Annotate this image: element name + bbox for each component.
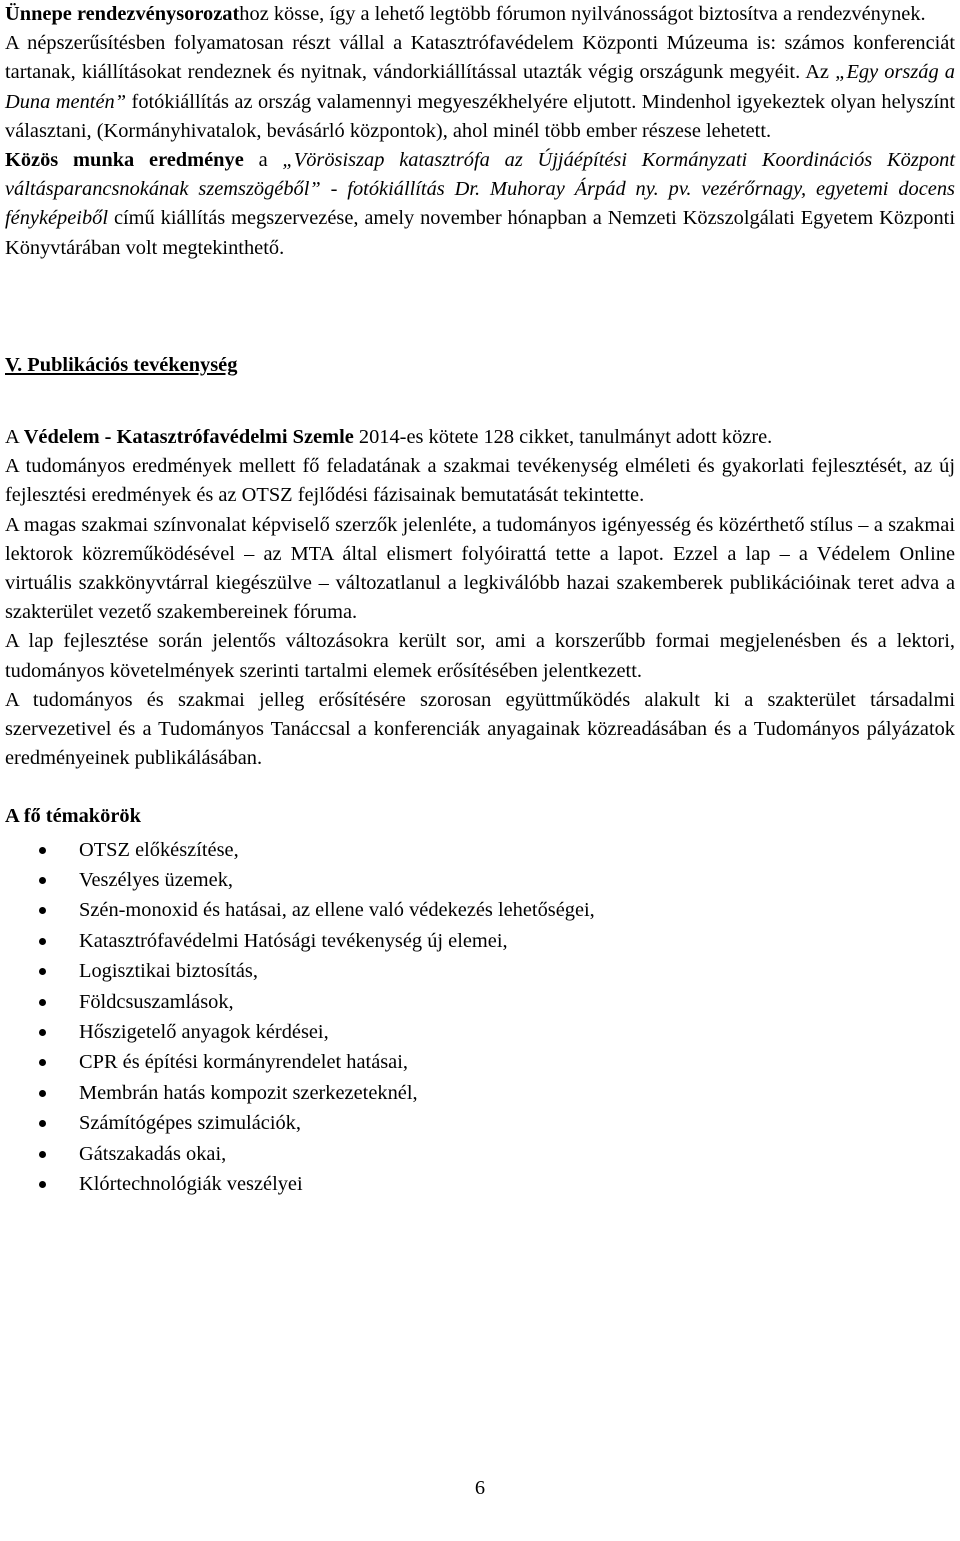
paragraph-event-series (5, 0, 955, 29)
list-item (5, 956, 955, 986)
journal-text-b: 2014-es kötete 128 cikket, tanulmányt adott közre. (353, 426, 773, 449)
list-item-text: Gátszakadás okai, (79, 1142, 227, 1165)
journal-text-a: A (5, 426, 24, 449)
bullet-icon (39, 999, 46, 1006)
list-item (5, 1108, 955, 1138)
paragraph-museum (5, 29, 955, 146)
list-item-text: Számítógépes szimulációk, (79, 1112, 301, 1135)
list-item (5, 895, 955, 925)
list-item-text: Földcsuszamlások, (79, 990, 234, 1013)
list-item (5, 987, 955, 1017)
bullet-icon (39, 1181, 46, 1188)
document-page (5, 0, 955, 1199)
bullet-icon (39, 1151, 46, 1158)
paragraph-scientific-results: A tudományos eredmények mellett fő feladatának a szakmai tevékenység elméleti és gyakorlati fejlesztését, az új fejlesztési eredmények és az OTSZ fejlődési fázisainak bemutatását tekintette. (5, 455, 955, 507)
paragraph-development: A lap fejlesztése során jelentős változásokra került sor, ami a korszerűbb formai megjelenésben és a lektori, tudományos követelmények szerinti tartalmi elemek erősítésében jelentkezett. (5, 630, 955, 682)
bullet-icon (39, 1120, 46, 1127)
list-item-text: Veszélyes üzemek, (79, 869, 233, 892)
list-item (5, 926, 955, 956)
list-item (5, 1017, 955, 1047)
joint-work-bold: Közös munka eredménye (5, 149, 244, 172)
bullet-icon (39, 1059, 46, 1066)
page-number: 6 (474, 1477, 486, 1499)
bullet-icon (39, 877, 46, 884)
museum-exhibition-title: „Egy ország a Duna mentén” (5, 61, 955, 113)
joint-work-exhibition-title: „Vörösiszap katasztrófa az Újjáépítési Kormányzati Koordinációs Központ váltásparancsnokának szemszögéből” - fotókiállítás Dr. Muhoray Árpád ny. pv. vezérőrnagy, egyetemi docens fényképeiből (5, 149, 956, 230)
list-item (5, 1078, 955, 1108)
spacer (5, 263, 955, 351)
bullet-icon (39, 1090, 46, 1097)
list-item (5, 1047, 955, 1077)
joint-work-text-a: a (243, 149, 283, 172)
list-item (5, 865, 955, 895)
list-item (5, 835, 955, 865)
spacer (5, 773, 955, 802)
museum-text-a: A népszerűsítésben folyamatosan részt vállal a Katasztrófavédelem Központi Múzeuma is: számos konferenciát tartanak, kiállításokat rendeznek és nyitnak, vándorkiállítással utazták végig országunk megyéit. Az (5, 32, 955, 84)
spacer (5, 380, 955, 423)
paragraph-journal (5, 423, 955, 452)
section-heading-publications: V. Publikációs tevékenység (5, 353, 238, 376)
list-item-text: Klórtechnológiák veszélyei (79, 1172, 303, 1195)
list-item-text: OTSZ előkészítése, (79, 838, 239, 861)
joint-work-text-b: című kiállítás megszervezése, amely november hónapban a Nemzeti Közszolgálati Egyetem Központi Könyvtárában volt megtekinthető. (5, 207, 955, 259)
bullet-icon (39, 968, 46, 975)
bullet-icon (39, 1029, 46, 1036)
bullet-icon (39, 907, 46, 914)
list-item (5, 1169, 955, 1199)
list-item-text: CPR és építési kormányrendelet hatásai, (79, 1051, 408, 1074)
list-item-text: Membrán hatás kompozit szerkezeteknél, (79, 1081, 418, 1104)
paragraph-authors: A magas szakmai színvonalat képviselő szerzők jelenléte, a tudományos igényesség és közérthető stílus – a szakmai lektorok közreműködésével – az MTA által elismert folyóirattá tette a lapot. Ezzel a lap – a Védelem Online virtuális szakkönyvtárral kiegészülve – változatlanul a legkiválóbb hazai szakemberek publikációinak teret adva a szakterület vezető szakembereinek fóruma. (5, 513, 955, 624)
journal-title: Védelem - Katasztrófavédelmi Szemle (23, 426, 354, 449)
event-series-bold: Ünnepe rendezvénysorozat (5, 3, 240, 25)
bullet-icon (39, 847, 46, 854)
paragraph-joint-work (5, 146, 955, 263)
list-item (5, 1139, 955, 1169)
bullet-icon (39, 938, 46, 945)
list-item-text: Logisztikai biztosítás, (79, 960, 258, 983)
list-item-text: Szén-monoxid és hatásai, az ellene való védekezés lehetőségei, (79, 899, 595, 922)
event-series-text: hoz kösse, így a lehető legtöbb fórumon nyilvánosságot biztosítva a rendezvénynek. (239, 3, 926, 25)
list-item-text: Katasztrófavédelmi Hatósági tevékenység új elemei, (79, 929, 508, 952)
museum-text-b: fotókiállítás az ország valamennyi megyeszékhelyére eljutott. Mindenhol igyekeztek olyan helyszínt választani, (Kormányhivatalok, bevásárló központok), ahol minél több ember részese lehetett. (5, 90, 955, 142)
paragraph-cooperation: A tudományos és szakmai jelleg erősítésére szorosan együttműködés alakult ki a szakterület társadalmi szervezetivel és a Tudományos Tanáccsal a konferenciák anyagainak közreadásában és a Tudományos pályázatok eredményeinek publikálásában. (5, 688, 955, 770)
list-item-text: Hőszigetelő anyagok kérdései, (79, 1021, 329, 1044)
topics-heading: A fő témakörök (5, 805, 141, 828)
topics-list (5, 835, 955, 1200)
